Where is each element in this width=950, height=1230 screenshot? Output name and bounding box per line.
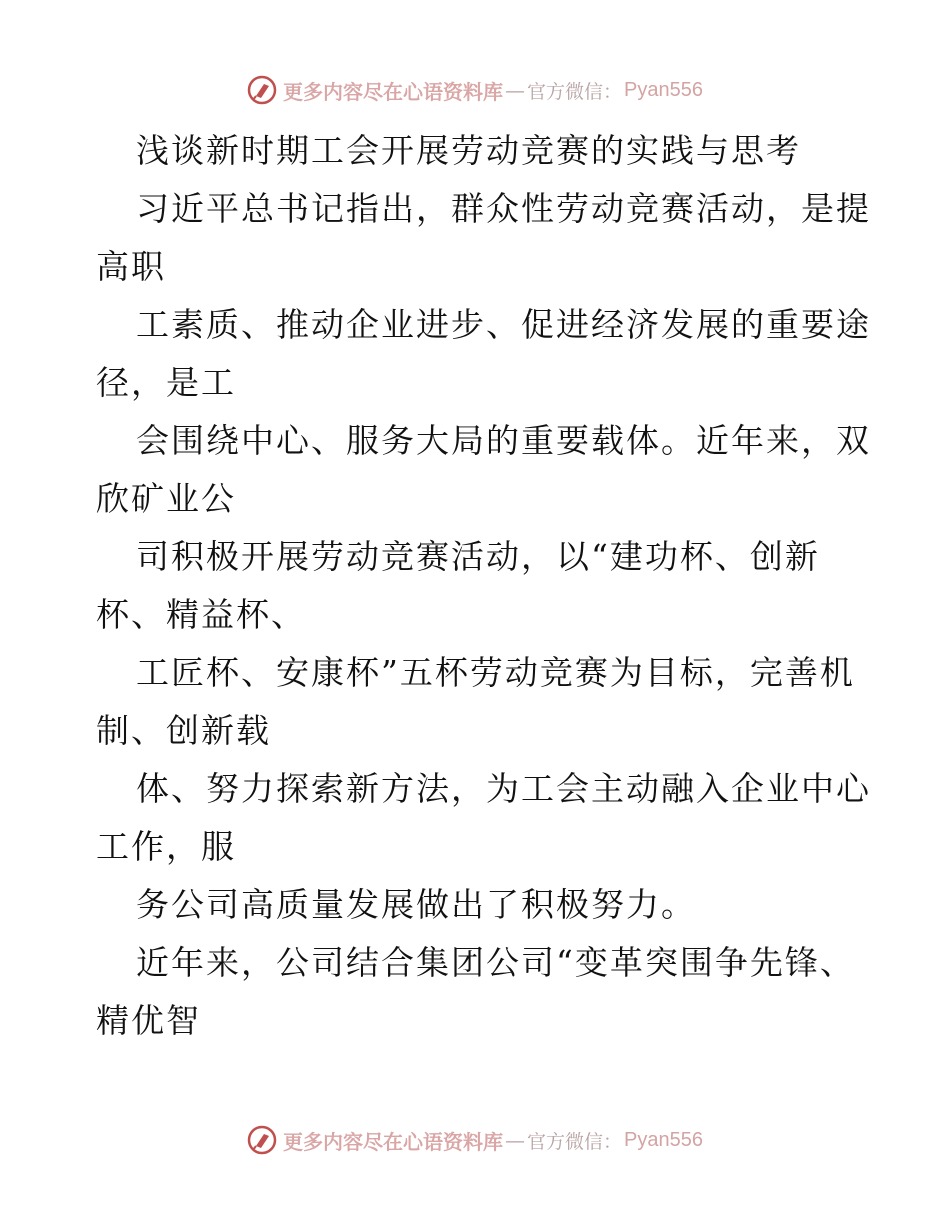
text-line: 高职 — [96, 247, 166, 286]
pen-nib-logo-icon — [247, 1125, 277, 1155]
text-line: 司积极开展劳动竞赛活动，以“建功杯、创新 — [136, 537, 820, 576]
banner-title: 更多内容尽在心语资料库 — [283, 79, 503, 104]
text-line: 工作，服 — [96, 827, 236, 866]
text-line: 径，是工 — [96, 363, 236, 402]
text-line: 工匠杯、安康杯”五杯劳动竞赛为目标，完善机 — [136, 653, 855, 692]
footer-banner — [0, 1120, 950, 1160]
document-title: 浅谈新时期工会开展劳动竞赛的实践与思考 — [136, 131, 801, 170]
text-line: 会围绕中心、服务大局的重要载体。近年来，双 — [136, 421, 871, 460]
text-line: 工素质、推动企业进步、促进经济发展的重要途 — [136, 305, 871, 344]
text-line: 习近平总书记指出，群众性劳动竞赛活动，是提 — [136, 189, 871, 228]
banner-dash: — — [505, 78, 525, 102]
banner-wechat-id: Pyan556 — [624, 1128, 703, 1151]
text-line: 杯、精益杯、 — [96, 595, 306, 634]
text-line: 务公司高质量发展做出了积极努力。 — [136, 885, 696, 924]
banner-wechat-label: 官方微信： — [527, 1130, 623, 1153]
text-line: 体、努力探索新方法，为工会主动融入企业中心 — [136, 769, 871, 808]
banner-wechat-label: 官方微信： — [527, 80, 623, 103]
banner-title: 更多内容尽在心语资料库 — [283, 1129, 503, 1154]
pen-nib-logo-icon — [247, 75, 277, 105]
text-line: 欣矿业公 — [96, 479, 236, 518]
text-line: 精优智 — [96, 1001, 201, 1040]
text-line: 制、创新载 — [96, 711, 271, 750]
banner-dash: — — [505, 1128, 525, 1152]
document-body — [96, 122, 871, 1050]
banner-wechat-id: Pyan556 — [624, 78, 703, 101]
header-banner — [0, 70, 950, 110]
text-line: 近年来，公司结合集团公司“变革突围争先锋、 — [136, 943, 855, 982]
